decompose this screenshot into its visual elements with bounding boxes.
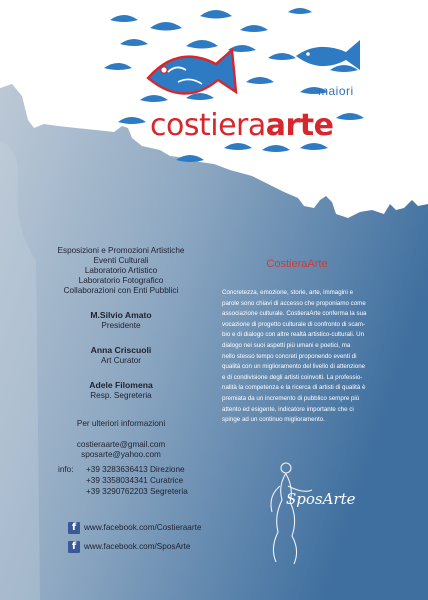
facebook-link-sposarte[interactable]	[68, 540, 191, 553]
person-name: Anna Criscuoli	[90, 345, 152, 355]
person-role: Art Curator	[100, 356, 142, 365]
costieraarte-logo	[0, 0, 428, 170]
person-role: Resp. Segreteria	[90, 391, 152, 400]
about-line: e di condivisione degli artisti coinvolti. La professio-	[222, 373, 363, 381]
email-link[interactable]: costieraarte@gmail.com	[76, 440, 166, 449]
phone-number: +39 3283636413 Direzione	[86, 465, 185, 474]
person-name: M.Silvio Amato	[90, 310, 152, 320]
about-line: bio e di dialogo con altre realtà artistico-culturali. Un	[222, 331, 365, 339]
person-secretary	[46, 380, 196, 401]
about-title: CostieraArte	[266, 258, 328, 270]
about-line: qualità con un miglioramento del livello di attenzione	[222, 363, 366, 371]
about-line: Concretezza, emozione, storie, arte, immagini e	[222, 289, 354, 296]
phone-number: +39 3290762203 Segreteria	[86, 487, 188, 496]
person-curator	[46, 345, 196, 366]
phone-label: info:	[58, 465, 74, 474]
brand-subtitle: maiori	[318, 84, 354, 98]
facebook-url[interactable]: www.facebook.com/SposArte	[84, 542, 191, 551]
info-column	[46, 246, 196, 460]
about-line: vocazione di progetto culturale di confronto di scam-	[222, 320, 366, 328]
person-name: Adele Filomena	[89, 380, 153, 390]
about-line: nello stesso tempo concreti proponendo eventi di	[222, 352, 357, 360]
facebook-icon: f	[68, 522, 80, 534]
small-fish-icon	[296, 40, 360, 70]
service-item: Collaborazioni con Enti Pubblici	[63, 286, 179, 295]
facebook-url[interactable]: www.facebook.com/Costieraarte	[84, 523, 202, 532]
facebook-icon: f	[68, 541, 80, 553]
about-line: spinge ad un continuo miglioramento.	[222, 416, 325, 424]
service-item: Eventi Culturali	[93, 256, 149, 265]
brand-wordmark	[150, 108, 334, 143]
services-list	[46, 246, 196, 296]
person-role: Presidente	[101, 321, 141, 330]
service-item: Laboratorio Artistico	[84, 266, 158, 275]
about-line: associazione culturale. CostieraArte conferma la sua	[222, 310, 367, 318]
service-item: Esposizioni e Promozioni Artistiche	[57, 246, 185, 255]
brand-wordmark-part1: costiera	[150, 108, 266, 143]
signature-text: SposArte	[286, 490, 356, 508]
about-line: premiata da un incremento di pubblico sempre più	[222, 394, 360, 402]
about-line: attento ed esigente, indicatore importante che ci	[222, 405, 354, 413]
person-president	[46, 310, 196, 331]
sposarte-figure-icon	[264, 456, 364, 566]
about-line: parole sono chiavi di accesso che proponiamo come	[222, 299, 366, 307]
about-text	[222, 288, 372, 426]
email-link[interactable]: sposarte@yahoo.com	[81, 450, 161, 459]
info-heading: Per ulteriori informazioni	[76, 419, 166, 428]
big-fish-icon	[148, 50, 236, 94]
brand-wordmark-part2: arte	[265, 108, 334, 143]
service-item: Laboratorio Fotografico	[78, 276, 164, 285]
about-column	[222, 258, 372, 426]
phone-number: +39 3358034341 Curatrice	[86, 476, 184, 485]
about-line: nalità la competenza e la ricerca di artisti di qualità è	[222, 384, 366, 392]
email-list	[46, 440, 196, 460]
phone-list	[86, 464, 188, 497]
facebook-link-costieraarte[interactable]	[68, 521, 201, 534]
about-line: dialogo nei suoi aspetti più umani e poetici, ma	[222, 341, 351, 349]
